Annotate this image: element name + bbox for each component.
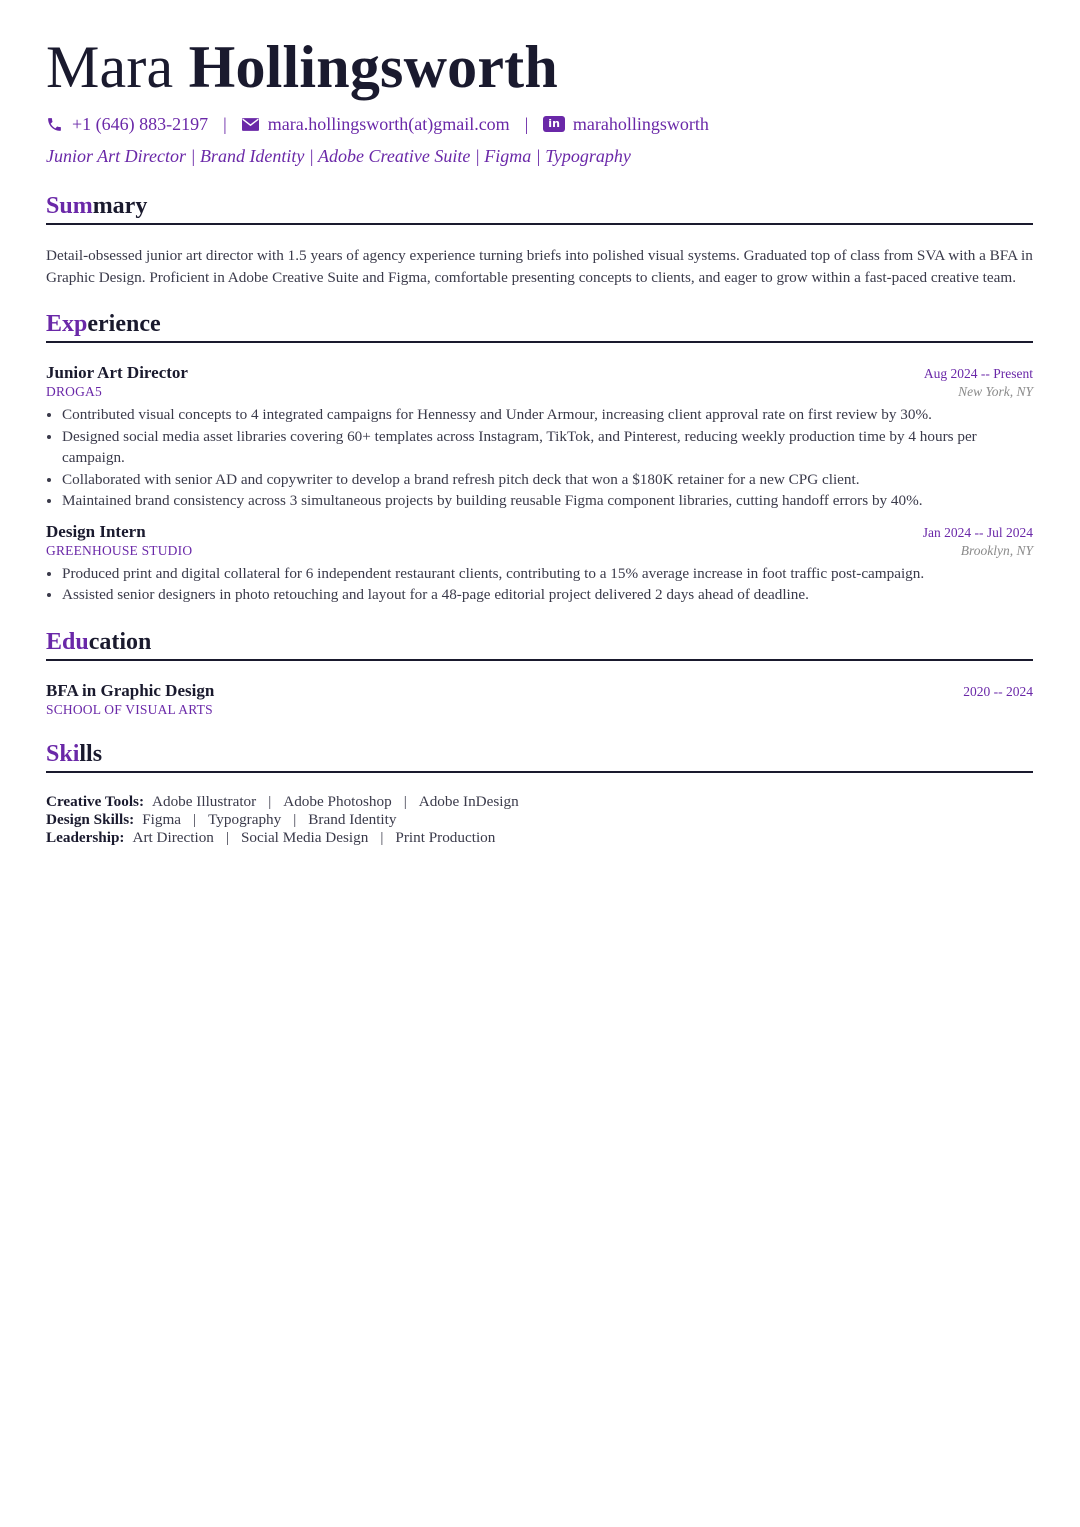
heading-accent: Exp	[46, 311, 88, 337]
job-bullets	[46, 563, 1033, 606]
phone-icon	[46, 116, 63, 133]
heading-rest: mary	[92, 193, 148, 219]
list-item: • Maintained brand consistency across 3 simultaneous projects by building reusable Figma component libraries, cutting handoff errors by 40%.	[62, 490, 1033, 512]
summary-section	[46, 192, 1033, 288]
skills-list	[46, 793, 1033, 847]
contact-separator: |	[524, 113, 529, 134]
skill-category: Design Skills:	[46, 810, 135, 828]
skill-category: Creative Tools:	[46, 792, 145, 810]
skill-row	[46, 811, 1033, 829]
linkedin-handle: marahollingsworth	[572, 113, 709, 134]
skill-separator: |	[193, 810, 197, 828]
section-heading	[46, 310, 1033, 343]
list-item: • Produced print and digital collateral for 6 independent restaurant clients, contributing to a 15% average increase in foot traffic post-campaign.	[62, 563, 1033, 585]
first-name: Mara	[46, 34, 174, 100]
skill-row	[46, 829, 1033, 847]
skill-item: Art Direction	[132, 828, 214, 846]
job-title: Design Intern	[46, 521, 146, 541]
degree-title: BFA in Graphic Design	[46, 680, 215, 700]
phone-contact[interactable]	[46, 114, 208, 135]
skill-separator: |	[268, 792, 272, 810]
heading-rest: erience	[87, 311, 161, 337]
contact-separator: |	[223, 113, 227, 134]
linkedin-icon: in	[543, 116, 565, 132]
list-item: • Collaborated with senior AD and copywriter to develop a brand refresh pitch deck that won a $180K retainer for a new CPG client.	[62, 469, 1033, 491]
skill-item: Adobe Illustrator	[152, 792, 257, 810]
education-dates: 2020 -- 2024	[963, 683, 1033, 699]
skill-separator: |	[380, 828, 384, 846]
job-dates: Jan 2024 -- Jul 2024	[922, 524, 1033, 540]
skill-separator: |	[225, 828, 229, 846]
skill-item: Print Production	[395, 828, 496, 846]
job-location: Brooklyn, NY	[960, 542, 1033, 558]
section-heading	[46, 740, 1033, 773]
section-heading	[46, 192, 1033, 225]
school-name: SCHOOL OF VISUAL ARTS	[46, 701, 213, 717]
experience-entry	[46, 363, 1033, 512]
email-address: mara.hollingsworth(at)gmail.com	[267, 113, 510, 134]
skill-item: Brand Identity	[308, 810, 397, 828]
envelope-icon	[242, 118, 259, 131]
heading-accent: Ski	[46, 740, 80, 767]
tagline: Junior Art Director | Brand Identity | Adobe Creative Suite | Figma | Typography	[46, 146, 631, 166]
company-name: DROGA5	[46, 384, 102, 399]
skill-separator: |	[293, 810, 297, 828]
company-name: GREENHOUSE STUDIO	[46, 542, 193, 558]
list-item: • Contributed visual concepts to 4 integrated campaigns for Hennessy and Under Armour, increasing client approval rate on first review by 30%.	[62, 404, 1033, 426]
section-heading	[46, 628, 1033, 661]
skill-item: Adobe Photoshop	[283, 792, 392, 810]
contact-bar	[46, 112, 1033, 136]
skill-item: Social Media Design	[240, 828, 369, 846]
list-item: • Designed social media asset libraries covering 60+ templates across Instagram, TikTok, and Pinterest, reducing weekly production time by 4 hours per campaign.	[62, 426, 1033, 469]
phone-number: +1 (646) 883-2197	[72, 113, 209, 134]
job-location: New York, NY	[958, 384, 1033, 399]
experience-entry	[46, 522, 1033, 606]
email-contact[interactable]	[242, 114, 510, 135]
job-bullets	[46, 404, 1033, 512]
skill-separator: |	[403, 792, 407, 810]
last-name: Hollingsworth	[188, 34, 558, 100]
heading-rest: cation	[88, 628, 152, 655]
summary-text: Detail-obsessed junior art director with 1.5 years of agency experience turning briefs into polished visual systems. Graduated top of class from SVA with a BFA in Graphic Design. Proficient in Adobe Creative Suite and Figma, comfortable presenting concepts to clients, and eager to grow within a fast-paced creative team.	[46, 247, 1033, 286]
heading-rest: lls	[79, 740, 103, 767]
experience-section	[46, 310, 1033, 606]
job-dates: Aug 2024 -- Present	[923, 366, 1033, 381]
skill-category: Leadership:	[46, 828, 125, 846]
heading-accent: Edu	[46, 628, 89, 655]
heading-accent: Sum	[46, 193, 93, 219]
linkedin-contact[interactable]	[543, 114, 709, 135]
skill-item: Figma	[142, 810, 182, 828]
candidate-name	[46, 34, 1033, 100]
skill-item: Typography	[208, 810, 282, 828]
job-title: Junior Art Director	[46, 363, 188, 382]
education-entry	[46, 681, 1033, 718]
skill-item: Adobe InDesign	[418, 792, 519, 810]
list-item: • Assisted senior designers in photo retouching and layout for a 48-page editorial project delivered 2 days ahead of deadline.	[62, 584, 1033, 606]
education-section	[46, 628, 1033, 718]
skills-section	[46, 740, 1033, 847]
skill-row	[46, 793, 1033, 811]
